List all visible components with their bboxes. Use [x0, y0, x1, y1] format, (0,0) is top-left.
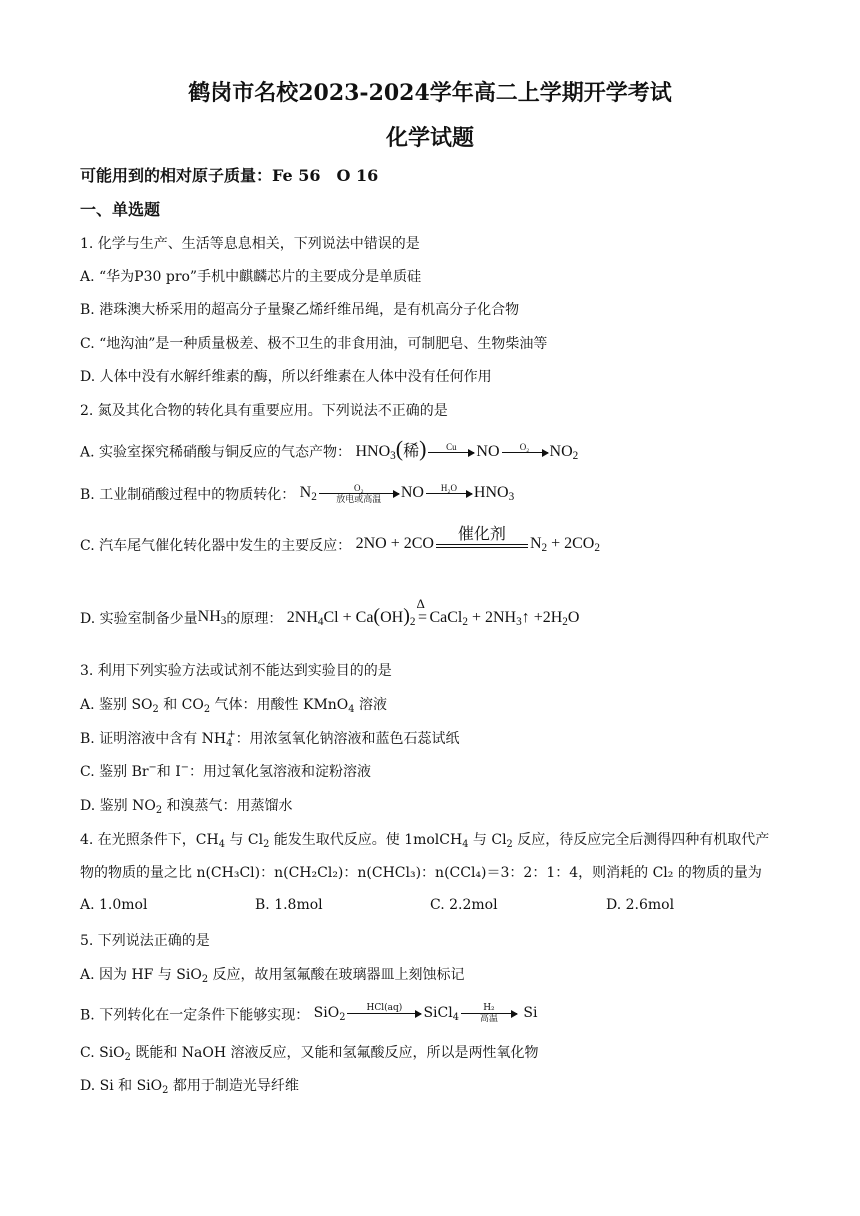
q1-option-a: A. “华为P30 pro”手机中麒麟芯片的主要成分是单质硅	[80, 269, 422, 285]
q5-option-c: C. SiO$_2$ 既能和 NaOH 溶液反应，又能和氢氟酸反应，所以是两性氧化物	[80, 1045, 539, 1063]
q4-option-c: C. 2.2mol	[430, 897, 498, 913]
q2-d-text: D. 实验室制备少量	[80, 611, 198, 627]
q2-option-c	[80, 524, 600, 564]
q5-option-a: A. 因为 HF 与 SiO$_2$ 反应，故用氢氟酸在玻璃器皿上刻蚀标记	[80, 967, 465, 985]
q4-option-b: B. 1.8mol	[255, 897, 323, 913]
q5-stem: 5. 下列说法正确的是	[80, 933, 210, 949]
q3-stem: 3. 利用下列实验方法或试剂不能达到实验目的的是	[80, 663, 392, 679]
section-heading: 一、单选题	[80, 200, 161, 219]
q4-stem-line1: 4. 在光照条件下，$CH_4$ 与 $Cl_2$ 能发生取代反应。使 1molCH$_4$ 与 $Cl_2$ 反应，待反应完全后测得四种有机取代产	[80, 832, 770, 850]
q3-option-d: D. 鉴别 $NO_2$ 和溴蒸气：用蒸馏水	[80, 798, 293, 816]
q1-option-c: C. “地沟油”是一种质量极差、极不卫生的非食用油，可制肥皂、生物柴油等	[80, 336, 548, 352]
q1-stem: 1. 化学与生产、生活等息息相关，下列说法中错误的是	[80, 236, 420, 252]
page-title: 鹤岗市名校2023-2024学年高二上学期开学考试	[188, 80, 672, 106]
q2-b-text: B. 工业制硝酸过程中的物质转化：	[80, 487, 296, 503]
q2-c-formula: 2NO + 2CO 催化剂 $N_2 + 2CO_2$	[355, 526, 600, 554]
q2-b-formula: $N_2$ O₂ 放电或高温 NO H₂O $HNO_3$	[299, 482, 515, 504]
q2-d-text2: 的原理：	[226, 611, 283, 627]
q2-option-d	[80, 598, 579, 634]
q1-option-d: D. 人体中没有水解纤维素的酶，所以纤维素在人体中没有任何作用	[80, 369, 492, 385]
q2-a-text: A. 实验室探究稀硝酸与铜反应的气态产物：	[80, 444, 352, 461]
q2-a-formula: $HNO_3$(稀) Cu NO O₂ $NO_2$	[355, 436, 579, 462]
q4-stem-line2: 物的物质的量之比 n(CH₃Cl)：n(CH₂Cl₂)：n(CHCl₃)：n(CCl₄)＝3：2：1：4，则消耗的 Cl₂ 的物质的量为	[80, 865, 762, 881]
q2-c-text: C. 汽车尾气催化转化器中发生的主要反应：	[80, 538, 352, 554]
q4-option-a: A. 1.0mol	[80, 897, 148, 913]
q5-b-text: B. 下列转化在一定条件下能够实现：	[80, 1007, 310, 1024]
q2-option-a	[80, 434, 578, 464]
q5-option-b	[80, 998, 537, 1028]
q2-d-nh3: $NH_3$	[197, 608, 227, 627]
atomic-mass-note: 可能用到的相对原子质量：Fe 56 O 16	[80, 166, 379, 185]
page-subtitle: 化学试题	[385, 125, 474, 151]
q2-option-b	[80, 478, 514, 508]
q3-option-a: A. 鉴别 $SO_2$ 和 $CO_2$ 气体：用酸性 KMnO$_4$ 溶液	[80, 697, 387, 715]
q2-d-formula: $2NH_4Cl + Ca(OH)_2$ Δ = CaCl$_2$ + $2NH_3↑ +2H_2O$	[286, 596, 580, 628]
q5-b-formula: SiO$_2$ HCl(aq) SiCl$_4$ H₂ 高温 Si	[313, 1002, 538, 1024]
q1-option-b: B. 港珠澳大桥采用的超高分子量聚乙烯纤维吊绳，是有机高分子化合物	[80, 302, 520, 318]
q3-option-b: B. 证明溶液中含有 $NH_4^+$：用浓氢氧化钠溶液和蓝色石蕊试纸	[80, 729, 460, 749]
q2-stem: 2. 氮及其化合物的转化具有重要应用。下列说法不正确的是	[80, 403, 448, 419]
q5-option-d: D. Si 和 SiO$_2$ 都用于制造光导纤维	[80, 1078, 299, 1096]
q3-option-c: C. 鉴别 Br−和 I−：用过氧化氢溶液和淀粉溶液	[80, 762, 371, 780]
q4-option-d: D. 2.6mol	[606, 897, 675, 913]
